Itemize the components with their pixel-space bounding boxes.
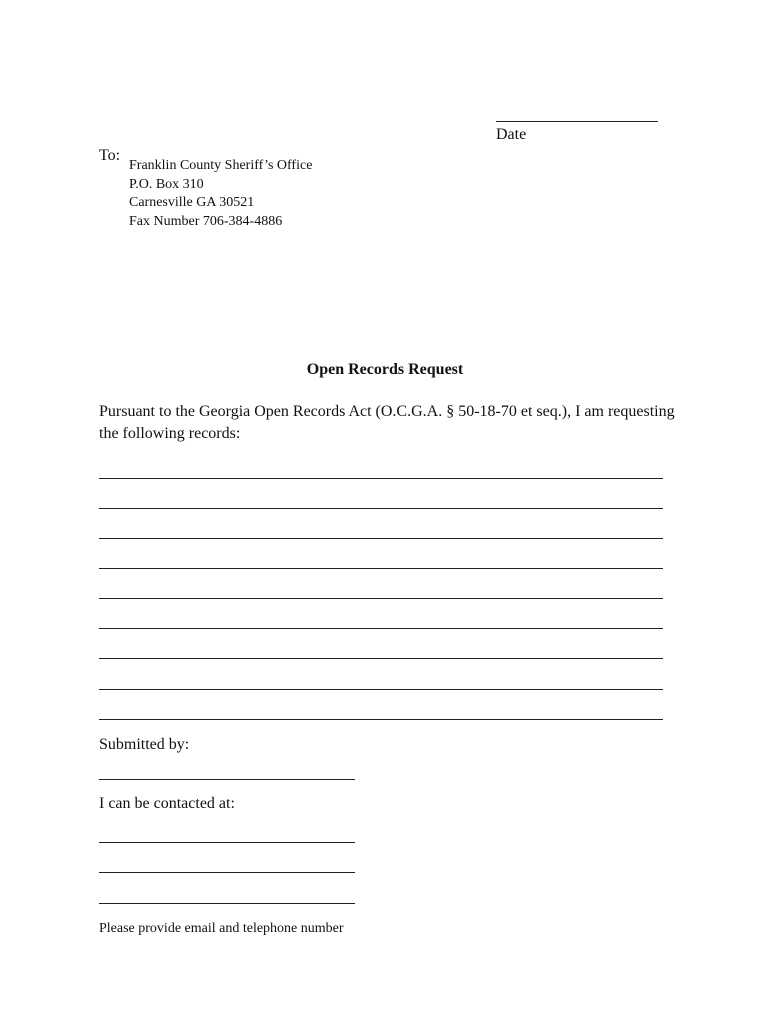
records-line[interactable]: [99, 508, 663, 509]
records-line[interactable]: [99, 719, 663, 720]
recipient-po-box: P.O. Box 310: [129, 176, 204, 192]
recipient-address: [129, 157, 312, 231]
submitted-by-line[interactable]: [99, 779, 355, 780]
records-line[interactable]: [99, 478, 663, 479]
intro-paragraph: Pursuant to the Georgia Open Records Act (O.C.G.A. § 50-18-70 et seq.), I am requesting the following records:: [99, 403, 675, 442]
records-line[interactable]: [99, 538, 663, 539]
contact-note: Please provide email and telephone number: [99, 921, 344, 936]
to-label: To:: [99, 147, 121, 164]
contact-line[interactable]: [99, 903, 355, 904]
records-line[interactable]: [99, 658, 663, 659]
recipient-city: Carnesville GA 30521: [129, 195, 255, 210]
page-title: Open Records Request: [306, 361, 464, 378]
records-line[interactable]: [99, 568, 663, 569]
records-line[interactable]: [99, 628, 663, 629]
contact-line[interactable]: [99, 842, 355, 843]
date-label: Date: [496, 126, 527, 143]
records-line[interactable]: [99, 598, 663, 599]
submitted-by-label: Submitted by:: [99, 736, 190, 753]
records-line[interactable]: [99, 689, 663, 690]
contact-label: I can be contacted at:: [99, 795, 235, 812]
contact-line[interactable]: [99, 872, 355, 873]
recipient-fax: Fax Number 706-384-4886: [129, 213, 283, 229]
recipient-name: Franklin County Sheriff’s Office: [129, 158, 313, 173]
date-signature-line[interactable]: [496, 121, 658, 122]
